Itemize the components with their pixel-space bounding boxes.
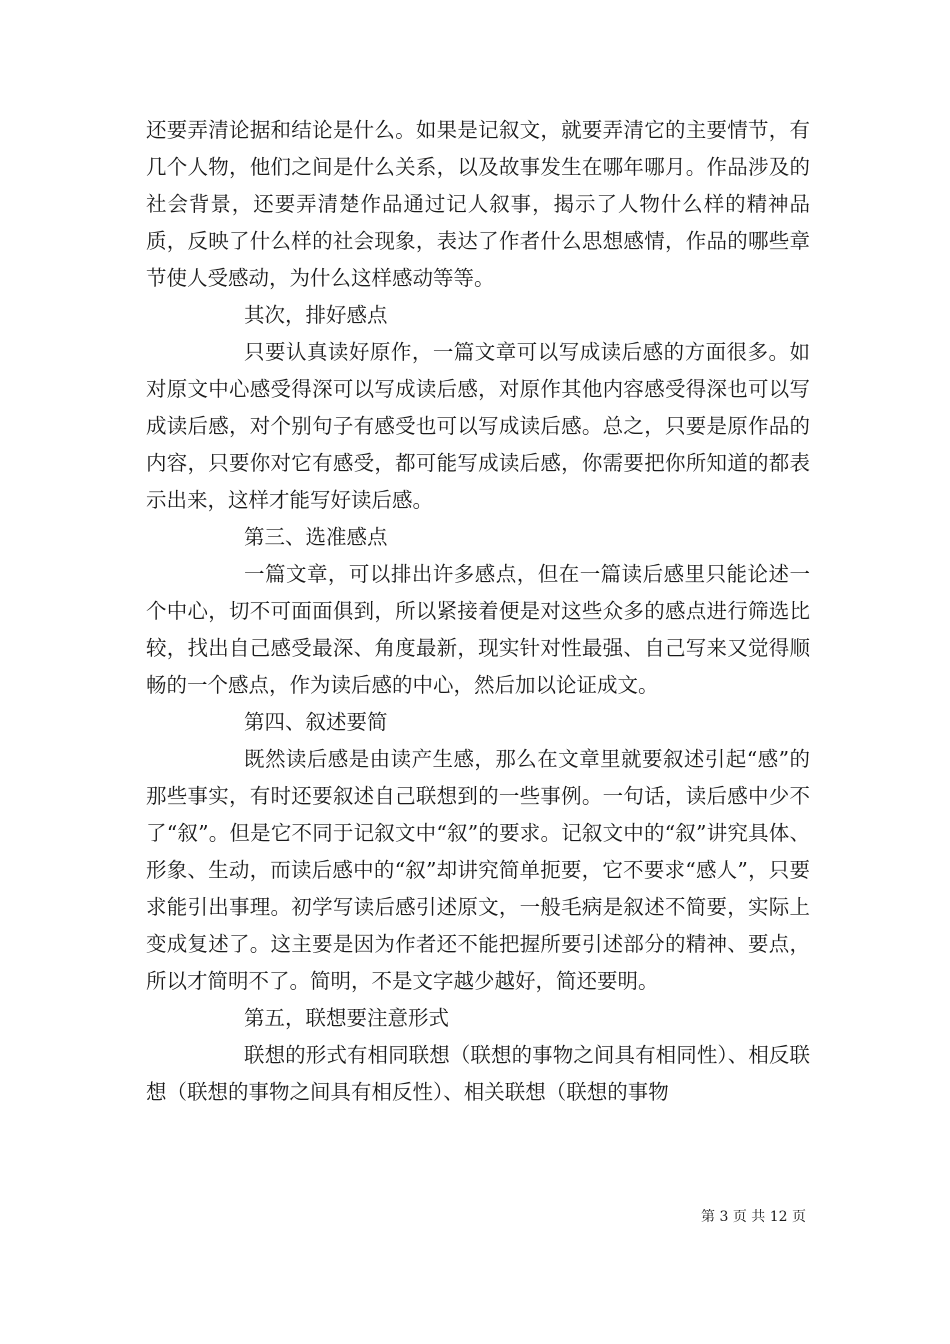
section-heading: 第三、选准感点 — [244, 525, 388, 549]
section-heading: 第四、叙述要简 — [244, 710, 388, 734]
section-heading: 第五，联想要注意形式 — [244, 1006, 449, 1030]
body-paragraph: 联想的形式有相同联想（联想的事物之间具有相同性）、相反联想（联想的事物之间具有相反性）、相关联想（联想的事物 — [146, 1043, 810, 1104]
body-paragraph: 还要弄清论据和结论是什么。如果是记叙文，就要弄清它的主要情节，有几个人物，他们之间是什么关系，以及故事发生在哪年哪月。作品涉及的社会背景，还要弄清楚作品通过记人叙事，揭示了人物什么样的精神品质，反映了什么样的社会现象，表达了作者什么思想感情，作品的哪些章节使人受感动，为什么这样感动等等。 — [146, 118, 810, 290]
page-number-footer: 第 3 页 共 12 页 — [701, 1209, 806, 1225]
body-paragraph: 只要认真读好原作，一篇文章可以写成读后感的方面很多。如对原文中心感受得深可以写成读后感，对原作其他内容感受得深也可以写成读后感，对个别句子有感受也可以写成读后感。总之，只要是原作品的内容，只要你对它有感受，都可能写成读后感，你需要把你所知道的都表示出来，这样才能写好读后感。 — [146, 340, 810, 512]
document-body — [146, 112, 810, 1111]
section-heading: 其次，排好感点 — [244, 303, 388, 327]
body-paragraph: 既然读后感是由读产生感，那么在文章里就要叙述引起“感”的那些事实，有时还要叙述自己联想到的一些事例。一句话，读后感中少不了“叙”。但是它不同于记叙文中“叙”的要求。记叙文中的“叙”讲究具体、形象、生动，而读后感中的“叙”却讲究简单扼要，它不要求“感人”，只要求能引出事理。初学写读后感引述原文，一般毛病是叙述不简要，实际上变成复述了。这主要是因为作者还不能把握所要引述部分的精神、要点，所以才简明不了。简明，不是文字越少越好，简还要明。 — [146, 747, 810, 993]
body-paragraph: 一篇文章，可以排出许多感点，但在一篇读后感里只能论述一个中心，切不可面面俱到，所以紧接着便是对这些众多的感点进行筛选比较，找出自己感受最深、角度最新，现实针对性最强、自己写来又觉得顺畅的一个感点，作为读后感的中心，然后加以论证成文。 — [146, 562, 810, 697]
